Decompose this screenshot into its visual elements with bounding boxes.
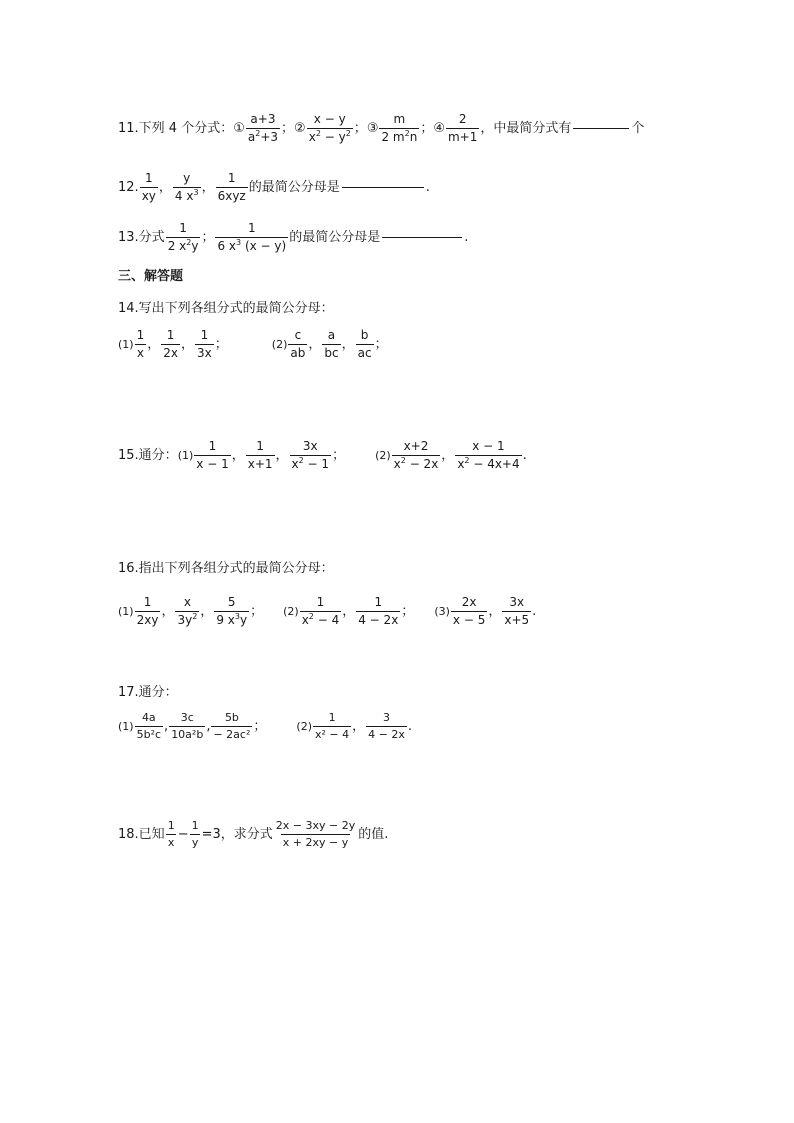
denominator: $x^2 - y^2$	[308, 128, 351, 144]
question-18: 18.已知 $\frac{1}{x}$ − $\frac{1}{y}$ =3，求分式 $\frac{2x - 3xy - 2y}{x + 2xy - y}$ 的值.	[118, 819, 389, 849]
numerator: m	[393, 112, 406, 126]
answer-blank[interactable]	[342, 187, 424, 188]
q16-a3: $\frac{5}{9 x^3y}$	[216, 595, 248, 627]
q11-prefix: 11.下列 4 个分式：	[118, 120, 234, 136]
q14-a3: $\frac{1}{3x}$	[197, 328, 212, 360]
q14-a2: $\frac{1}{2x}$	[163, 328, 178, 360]
question-16-parts: (1) $\frac{1}{2xy}$ ， $\frac{x}{3y^2}$ ， $\frac{5}{9 x^3y}$ ； (2) $\frac{1}{x^2 - 4}$ ， $\frac{1}{4 - 2x}$ ； (3) $\frac{2x}{x - 5}$ ， $\frac{3x}{x+5}$ .	[118, 595, 537, 627]
numerator: a+3	[250, 112, 276, 126]
q12-fraction-1: $\frac{1}{xy}$	[141, 171, 156, 203]
q17-b1: $\frac{1}{\text{x² − 4}}$	[315, 711, 350, 741]
q17-a3: $\frac{5b}{\text{− 2ac²}}$	[213, 711, 251, 741]
q11-marker-1: ①	[233, 120, 245, 136]
q13-fraction-2: $\frac{1}{6 x^3 (x - y)}$	[217, 221, 287, 253]
q15-a1: $\frac{1}{x - 1}$	[196, 439, 229, 471]
q15-prefix: 15.通分：	[118, 447, 178, 463]
q16-c1: $\frac{2x}{x - 5}$	[452, 595, 486, 627]
question-16-title: 16.指出下列各组分式的最简公分母：	[118, 561, 334, 576]
question-11: 11.下列 4 个分式： ① $\frac{a+3}{a^2+3}$ ； ② $\frac{x - y}{x^2 - y^2}$ ； ③ $\frac{m}{2 m^2n}$ ； ④ $\frac{2}{m+1}$ ，中最简分式有 个	[118, 112, 645, 144]
denominator: 2 $m^2n$	[381, 128, 418, 144]
q11-tail: 个	[631, 120, 645, 136]
q14-a1: $\frac{1}{x}$	[136, 328, 145, 360]
section-heading: 三、解答题	[118, 269, 184, 284]
question-14-title: 14.写出下列各组分式的最简公分母：	[118, 301, 334, 316]
q14-b3: $\frac{b}{ac}$	[357, 328, 372, 360]
denominator: $a^2+3$	[247, 128, 279, 144]
q11-fraction-2	[307, 113, 353, 143]
q16-c2: $\frac{3x}{x+5}$	[504, 595, 530, 627]
question-14-parts: (1) $\frac{1}{x}$ ， $\frac{1}{2x}$ ， $\frac{1}{3x}$ ； (2) $\frac{c}{ab}$ ， $\frac{a}{bc}$ ， $\frac{b}{ac}$ ；	[118, 328, 388, 360]
question-17-parts: (1) $\frac{4a}{\text{5b²c}}$ , $\frac{3c}{\text{10a²b}}$ , $\frac{5b}{\text{− 2ac²}}$ ； (2) $\frac{1}{\text{x² − 4}}$ ， $\frac{3}{4 - 2x}$ .	[118, 711, 413, 741]
q11-fraction-4	[446, 113, 479, 143]
question-17-title: 17.通分：	[118, 685, 178, 700]
q16-a1: $\frac{1}{2xy}$	[136, 595, 159, 627]
answer-blank[interactable]	[573, 128, 629, 129]
q16-b2: $\frac{1}{4 - 2x}$	[358, 595, 399, 627]
q15-a2: $\frac{1}{x+1}$	[247, 439, 273, 471]
q12-prefix: 12.	[118, 179, 139, 195]
numerator: 2	[458, 112, 467, 126]
q12-suffix: 的最简公分母是	[248, 179, 340, 195]
q17-a1: $\frac{4a}{\text{5b²c}}$	[136, 711, 162, 741]
q11-marker-4: ④	[433, 120, 445, 136]
q11-marker-3: ③	[366, 120, 379, 136]
q12-fraction-2: $\frac{y}{4 x^3}$	[174, 171, 199, 203]
q18-f1: $\frac{1}{x}$	[167, 819, 175, 849]
q14-b1: $\frac{c}{ab}$	[290, 328, 306, 360]
question-15: 15.通分： (1) $\frac{1}{x - 1}$ ， $\frac{1}{x+1}$ ， $\frac{3x}{x^2 - 1}$ ； (2) $\frac{x+2}{x^2 - 2x}$ ， $\frac{x - 1}{x^2 - 4x+4}$ .	[118, 439, 527, 471]
question-13: 13.分式 $\frac{1}{2 x^2y}$ ； $\frac{1}{6 x^3 (x - y)}$ 的最简公分母是 .	[118, 221, 469, 253]
numerator: x − y	[313, 112, 346, 126]
q16-b1: $\frac{1}{x^2 - 4}$	[301, 595, 340, 627]
q15-b2: $\frac{x - 1}{x^2 - 4x+4}$	[457, 439, 520, 471]
q18-prefix: 18.已知	[118, 826, 165, 842]
q17-a2: $\frac{3c}{\text{10a²b}}$	[171, 711, 204, 741]
q12-fraction-3: $\frac{1}{\text{6xyz}}$	[217, 171, 246, 203]
q13-suffix: 的最简公分母是	[289, 229, 381, 245]
q11-marker-2: ②	[294, 120, 306, 136]
answer-blank[interactable]	[382, 237, 462, 238]
q16-a2: $\frac{x}{3y^2}$	[177, 595, 198, 627]
question-12: 12. $\frac{1}{xy}$ ， $\frac{y}{4 x^3}$ ， $\frac{1}{\text{6xyz}}$ 的最简公分母是 .	[118, 171, 430, 203]
q11-fraction-1	[246, 113, 280, 143]
q13-fraction-1: $\frac{1}{2 x^2y}$	[167, 221, 199, 253]
denominator: m+1	[447, 129, 478, 144]
q11-fraction-3	[379, 113, 419, 143]
q15-a3: $\frac{3x}{x^2 - 1}$	[291, 439, 330, 471]
q14-b2: $\frac{a}{bc}$	[324, 328, 339, 360]
q18-f2: $\frac{1}{y}$	[191, 819, 199, 849]
q17-b2: $\frac{3}{4 - 2x}$	[368, 711, 405, 741]
q15-b1: $\frac{x+2}{x^2 - 2x}$	[393, 439, 439, 471]
q11-suffix: ，中最简分式有	[480, 120, 572, 136]
q18-f3: $\frac{2x - 3xy - 2y}{x + 2xy - y}$	[275, 819, 356, 849]
q18-suffix: 的值.	[358, 826, 389, 842]
q13-prefix: 13.分式	[118, 229, 165, 245]
